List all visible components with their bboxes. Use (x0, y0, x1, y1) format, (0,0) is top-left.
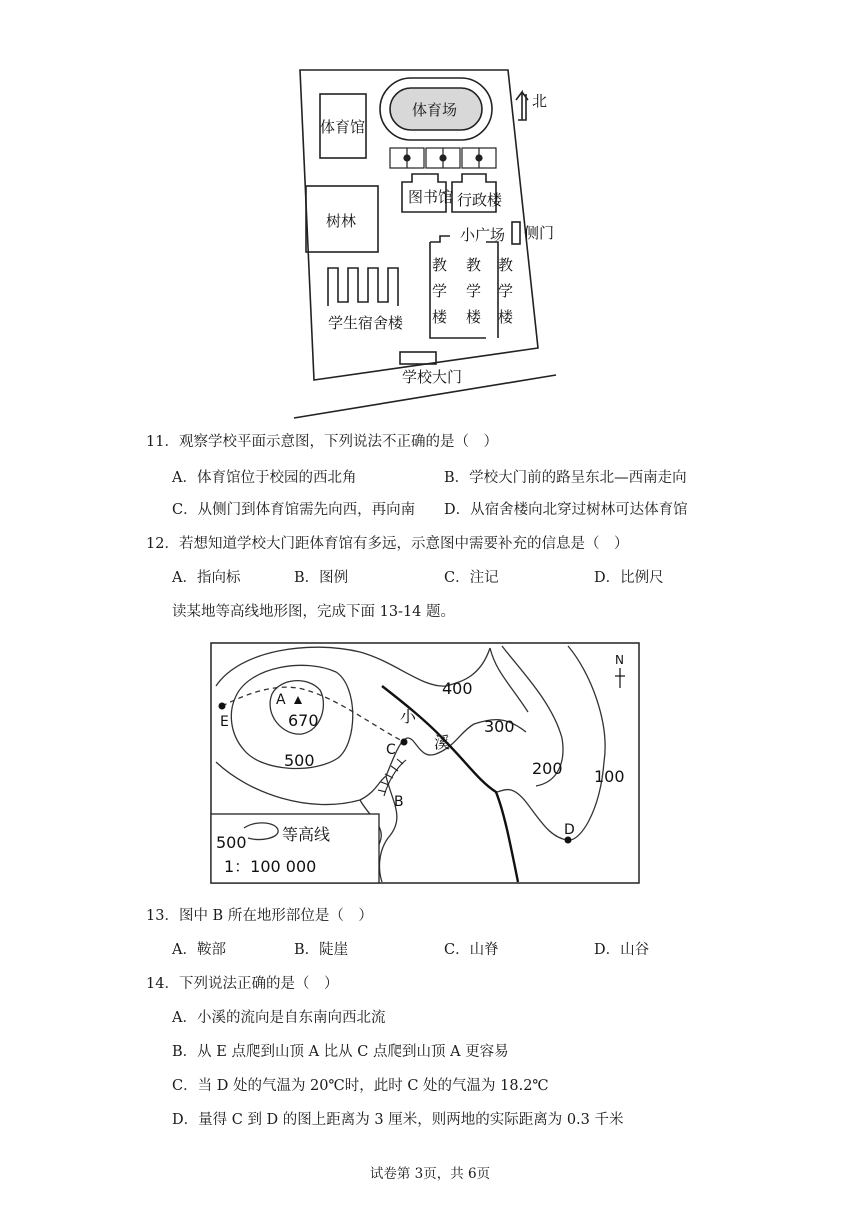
contour-map-figure (210, 642, 640, 884)
q12-option-a: A．指向标 (172, 570, 241, 586)
main-gate-label: 学校大门 (402, 368, 463, 386)
stadium-label: 体育场 (412, 101, 458, 119)
q13-option-a: A．鞍部 (172, 942, 226, 958)
svg-text:楼: 楼 (498, 308, 514, 326)
q13-stem: 13．图中 B 所在地形部位是（ ） (146, 908, 373, 924)
dorm-buildings (328, 268, 398, 306)
svg-text:楼: 楼 (432, 308, 448, 326)
q11-stem: 11．观察学校平面示意图，下列说法不正确的是（ ） (146, 434, 498, 450)
section-intro: 读某地等高线地形图，完成下面 13-14 题。 (172, 604, 456, 620)
main-gate-mark (400, 352, 436, 364)
plaza-label: 小广场 (460, 226, 506, 244)
svg-text:教: 教 (432, 256, 448, 274)
q14-stem: 14．下列说法正确的是（ ） (146, 976, 339, 992)
q13-option-d: D．山谷 (594, 942, 650, 958)
label-n: N (615, 653, 624, 667)
q12-stem: 12．若想知道学校大门距体育馆有多远，示意图中需要补充的信息是（ ） (146, 536, 629, 552)
sports-courts (390, 148, 496, 168)
svg-text:教: 教 (466, 256, 482, 274)
point-e-marker (219, 703, 226, 710)
svg-text:学: 学 (498, 282, 514, 300)
label-200: 200 (532, 759, 563, 778)
teaching-building-2 (466, 256, 482, 326)
q12-option-d: D．比例尺 (594, 570, 664, 586)
north-arrow-icon (516, 92, 528, 120)
label-e: E (220, 714, 229, 730)
q11-option-b: B．学校大门前的路呈东北—西南走向 (444, 470, 687, 486)
q12-option-b: B．图例 (294, 570, 349, 586)
label-stream-2: 溪 (434, 733, 451, 752)
q14-option-d: D．量得 C 到 D 的图上距离为 3 厘米，则两地的实际距离为 0.3 千米 (172, 1112, 624, 1128)
label-400: 400 (442, 679, 473, 698)
svg-text:学: 学 (432, 282, 448, 300)
side-gate-mark (512, 222, 520, 244)
dorm-label: 学生宿舍楼 (328, 314, 404, 332)
north-label: 北 (532, 92, 548, 110)
q14-option-a: A．小溪的流向是自东南向西北流 (172, 1010, 386, 1026)
library-label: 图书馆 (408, 188, 454, 206)
svg-text:教: 教 (498, 256, 514, 274)
legend-contour-value: 500 (216, 833, 247, 852)
label-a: A (276, 692, 286, 708)
woods-label: 树林 (326, 212, 357, 230)
page-footer: 试卷第 3页，共 6页 (369, 1166, 491, 1182)
q14-option-c: C．当 D 处的气温为 20℃时，此时 C 处的气温为 18.2℃ (172, 1078, 549, 1094)
label-100: 100 (594, 767, 625, 786)
svg-text:学: 学 (466, 282, 482, 300)
label-peak-670: 670 (288, 711, 319, 730)
label-500: 500 (284, 751, 315, 770)
q11-option-a: A．体育馆位于校园的西北角 (172, 470, 357, 486)
gym-label: 体育馆 (320, 118, 366, 136)
label-d: D (564, 822, 575, 838)
teaching-building-1 (432, 256, 448, 326)
label-300: 300 (484, 717, 515, 736)
legend-scale: 1：100 000 (224, 857, 317, 876)
q11-option-c: C．从侧门到体育馆需先向西，再向南 (172, 502, 416, 518)
q13-option-c: C．山脊 (444, 942, 499, 958)
q11-option-d: D．从宿舍楼向北穿过树林可达体育馆 (444, 502, 688, 518)
legend-contour-name: 等高线 (282, 825, 331, 844)
label-b: B (394, 794, 404, 810)
svg-text:楼: 楼 (466, 308, 482, 326)
teaching-building-3 (498, 256, 514, 326)
q14-option-b: B．从 E 点爬到山顶 A 比从 C 点爬到山顶 A 更容易 (172, 1044, 509, 1060)
school-plan-figure (290, 62, 570, 422)
admin-label: 行政楼 (457, 191, 503, 209)
side-gate-label: 侧门 (524, 224, 555, 242)
q13-option-b: B．陡崖 (294, 942, 349, 958)
map-legend (211, 814, 379, 883)
label-c: C (386, 742, 396, 758)
point-c-marker (401, 739, 408, 746)
label-stream-1: 小 (400, 707, 417, 726)
q12-option-c: C．注记 (444, 570, 499, 586)
